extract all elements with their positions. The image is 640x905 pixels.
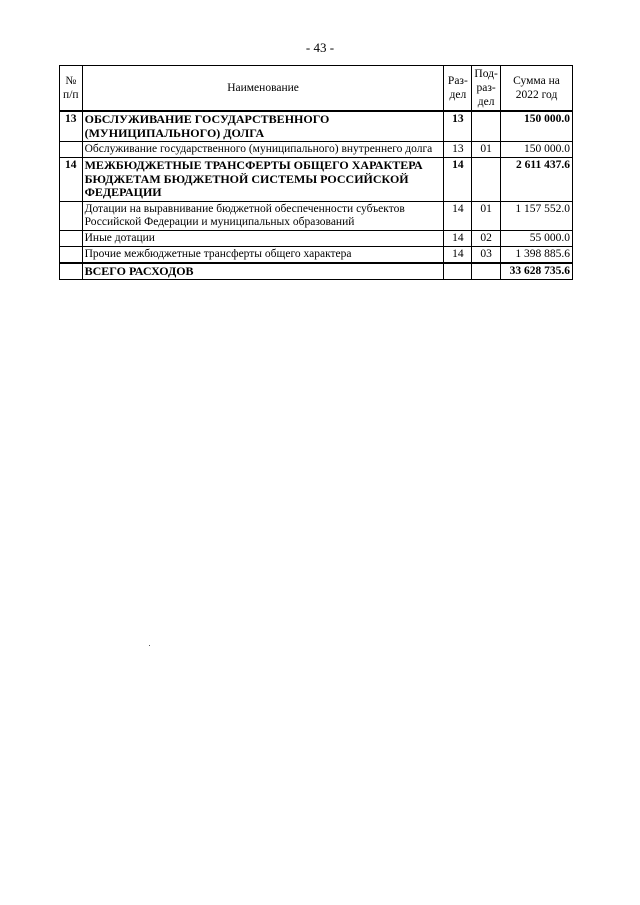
cell-name: Дотации на выравнивание бюджетной обеспеченности субъектов Российской Федерации и муниципальных образований <box>82 201 444 230</box>
cell-name: Иные дотации <box>82 230 444 246</box>
total-row <box>60 263 573 280</box>
cell-razdel: 13 <box>444 111 472 142</box>
cell-podrazdel: 01 <box>472 201 501 230</box>
cell-podrazdel: 03 <box>472 246 501 263</box>
header-num: № п/п <box>60 66 83 112</box>
cell-podrazdel: 02 <box>472 230 501 246</box>
header-sum: Сумма на 2022 год <box>501 66 573 112</box>
total-sum: 33 628 735.6 <box>501 263 573 280</box>
total-label: ВСЕГО РАСХОДОВ <box>82 263 444 280</box>
cell-sum: 55 000.0 <box>501 230 573 246</box>
cell-num <box>60 246 83 263</box>
cell-podrazdel <box>472 111 501 142</box>
scan-speck <box>149 645 150 646</box>
cell-razdel <box>444 263 472 280</box>
cell-podrazdel <box>472 263 501 280</box>
cell-razdel: 14 <box>444 230 472 246</box>
cell-podrazdel: 01 <box>472 142 501 158</box>
header-razdel: Раз-дел <box>444 66 472 112</box>
cell-name: Обслуживание государственного (муниципального) внутреннего долга <box>82 142 444 158</box>
budget-table <box>59 65 573 280</box>
page-number: - 43 - <box>305 40 335 55</box>
cell-razdel: 13 <box>444 142 472 158</box>
cell-num <box>60 142 83 158</box>
cell-razdel: 14 <box>444 158 472 202</box>
table-row <box>60 142 573 158</box>
cell-num: 14 <box>60 158 83 202</box>
header-name: Наименование <box>82 66 444 112</box>
cell-razdel: 14 <box>444 201 472 230</box>
table-row <box>60 111 573 142</box>
table-row <box>60 230 573 246</box>
cell-razdel: 14 <box>444 246 472 263</box>
table-row <box>60 246 573 263</box>
cell-name: Прочие межбюджетные трансферты общего характера <box>82 246 444 263</box>
cell-sum: 2 611 437.6 <box>501 158 573 202</box>
table-row <box>60 201 573 230</box>
cell-num <box>60 230 83 246</box>
header-podrazdel: Под-раз-дел <box>472 66 501 112</box>
table-row <box>60 158 573 202</box>
cell-sum: 1 157 552.0 <box>501 201 573 230</box>
cell-sum: 150 000.0 <box>501 142 573 158</box>
cell-sum: 150 000.0 <box>501 111 573 142</box>
cell-num: 13 <box>60 111 83 142</box>
cell-podrazdel <box>472 158 501 202</box>
table-header-row <box>60 66 573 112</box>
cell-name: МЕЖБЮДЖЕТНЫЕ ТРАНСФЕРТЫ ОБЩЕГО ХАРАКТЕРА БЮДЖЕТАМ БЮДЖЕТНОЙ СИСТЕМЫ РОССИЙСКОЙ ФЕДЕРАЦИИ <box>82 158 444 202</box>
cell-sum: 1 398 885.6 <box>501 246 573 263</box>
cell-num <box>60 201 83 230</box>
cell-name: ОБСЛУЖИВАНИЕ ГОСУДАРСТВЕННОГО (МУНИЦИПАЛЬНОГО) ДОЛГА <box>82 111 444 142</box>
cell-num <box>60 263 83 280</box>
